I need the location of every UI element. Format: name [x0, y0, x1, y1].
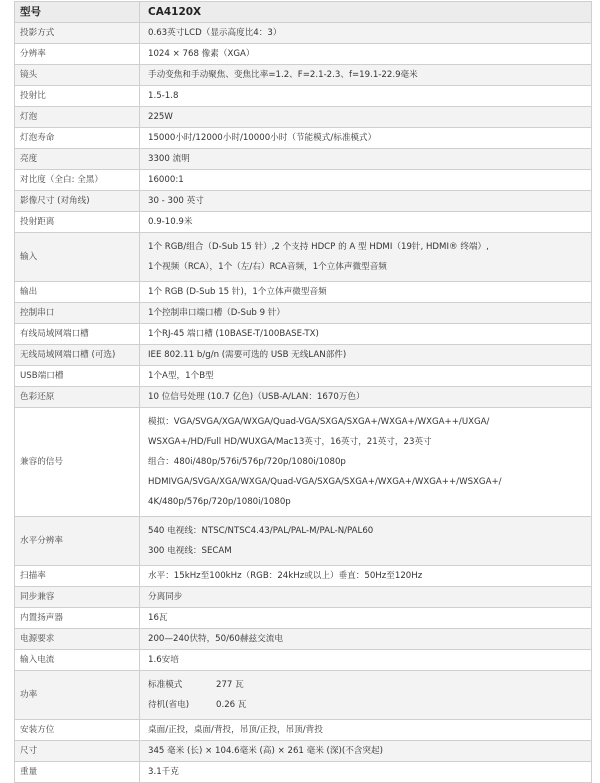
- spec-value-line: 540 电视线：NTSC/NTSC4.43/PAL/PAL-M/PAL-N/PAL60: [148, 526, 374, 536]
- spec-value-line: IEE 802.11 b/g/n (需要可选的 USB 无线LAN部件): [148, 350, 347, 360]
- spec-value: [140, 629, 592, 650]
- spec-value: [140, 408, 592, 517]
- table-row: [15, 608, 592, 629]
- spec-value: [140, 86, 592, 107]
- table-row: [15, 23, 592, 44]
- spec-label: 无线局域网端口槽 (可选): [15, 345, 140, 366]
- spec-value: [140, 671, 592, 720]
- spec-value-line: 水平：15kHz至100kHz（RGB：24kHz或以上）垂直：50Hz至120Hz: [148, 571, 423, 581]
- spec-value: [140, 233, 592, 282]
- spec-value: [140, 345, 592, 366]
- spec-label: 控制串口: [15, 303, 140, 324]
- table-row: [15, 587, 592, 608]
- spec-value: [140, 650, 592, 671]
- spec-value: [140, 387, 592, 408]
- spec-value-line: 3300 流明: [148, 154, 190, 164]
- spec-value-line: 1个 RGB/组合（D-Sub 15 针）,2 个支持 HDCP 的 A 型 HDMI（19针, HDMI® 终端）,: [148, 242, 489, 252]
- spec-value-line: 1个视频（RCA），1个（左/右）RCA音频，1个立体声微型音频: [148, 262, 387, 272]
- spec-label: 输出: [15, 282, 140, 303]
- spec-value: [140, 608, 592, 629]
- table-row: [15, 366, 592, 387]
- spec-label: 安装方位: [15, 720, 140, 741]
- header-label: 型号: [15, 2, 140, 23]
- table-row: [15, 387, 592, 408]
- spec-value: [140, 517, 592, 566]
- table-row: [15, 149, 592, 170]
- table-row: [15, 170, 592, 191]
- spec-value-line: 1个控制串口端口槽（D-Sub 9 针）: [148, 308, 286, 318]
- pair-key: 标准模式: [148, 680, 183, 690]
- table-row: [15, 65, 592, 86]
- spec-label: 投射比: [15, 86, 140, 107]
- spec-value: [140, 324, 592, 345]
- spec-label: 镜头: [15, 65, 140, 86]
- spec-value: [140, 65, 592, 86]
- spec-value-line: 1个 RGB (D-Sub 15 针)，1个立体声微型音频: [148, 287, 327, 297]
- table-row: [15, 86, 592, 107]
- table-row: [15, 629, 592, 650]
- spec-value-line: 1个A型，1个B型: [148, 371, 214, 381]
- spec-label: USB端口槽: [15, 366, 140, 387]
- table-row: [15, 408, 592, 517]
- spec-value: [140, 741, 592, 762]
- spec-value: [140, 44, 592, 65]
- spec-label: 影像尺寸 (对角线): [15, 191, 140, 212]
- spec-table: [14, 1, 592, 783]
- spec-value-line: WSXGA+/HD/Full HD/WUXGA/Mac13英寸，16英寸，21英寸，23英寸: [148, 437, 432, 447]
- spec-label: 投影方式: [15, 23, 140, 44]
- spec-value-line: HDMIVGA/SVGA/XGA/WXGA/Quad-VGA/SXGA/SXGA+/WXGA+/WXGA++/WSXGA+/: [148, 477, 502, 487]
- spec-value-line: 1024 × 768 像素（XGA）: [148, 49, 255, 59]
- spec-label: 灯泡: [15, 107, 140, 128]
- spec-value-line: 3.1千克: [148, 767, 179, 777]
- spec-label: 同步兼容: [15, 587, 140, 608]
- spec-label: 功率: [15, 671, 140, 720]
- spec-value: [140, 566, 592, 587]
- spec-label: 输入电流: [15, 650, 140, 671]
- spec-value: [140, 587, 592, 608]
- spec-value-line: 分离同步: [148, 592, 183, 602]
- table-row: [15, 191, 592, 212]
- spec-value-line: 345 毫米 (长) × 104.6毫米 (高) × 261 毫米 (深)(不含突起): [148, 746, 383, 756]
- spec-value-line: 225W: [148, 112, 173, 122]
- spec-value-line: 4K/480p/576p/720p/1080i/1080p: [148, 497, 291, 507]
- table-row: [15, 671, 592, 720]
- table-row: [15, 324, 592, 345]
- spec-label: 分辨率: [15, 44, 140, 65]
- spec-value-line: 0.63英寸LCD（显示高度比4：3）: [148, 28, 282, 38]
- spec-value-line: 0.9-10.9米: [148, 217, 193, 227]
- spec-label: 兼容的信号: [15, 408, 140, 517]
- spec-label: 输入: [15, 233, 140, 282]
- spec-value-line: 手动变焦和手动聚焦、变焦比率=1.2、F=2.1-2.3、f=19.1-22.9毫米: [148, 70, 418, 80]
- table-row: [15, 44, 592, 65]
- spec-value-line: 16000:1: [148, 175, 184, 185]
- spec-label: 重量: [15, 762, 140, 783]
- spec-value-pair: [148, 695, 586, 715]
- spec-value-line: 300 电视线：SECAM: [148, 546, 232, 556]
- spec-label: 灯泡寿命: [15, 128, 140, 149]
- pair-value: 277 瓦: [216, 680, 244, 690]
- table-row: [15, 650, 592, 671]
- table-row: [15, 741, 592, 762]
- spec-value-line: 组合：480i/480p/576i/576p/720p/1080i/1080p: [148, 457, 346, 467]
- table-row: [15, 720, 592, 741]
- spec-value-line: 10 位信号处理 (10.7 亿色)（USB-A/LAN：1670万色）: [148, 392, 365, 402]
- spec-label: 对比度（全白: 全黑）: [15, 170, 140, 191]
- table-row: [15, 107, 592, 128]
- spec-value-line: 30 - 300 英寸: [148, 196, 204, 206]
- spec-label: 水平分辨率: [15, 517, 140, 566]
- table-row: [15, 128, 592, 149]
- pair-value: 0.26 瓦: [216, 700, 247, 710]
- table-row: [15, 212, 592, 233]
- spec-value-line: 1个RJ-45 端口槽 (10BASE-T/100BASE-TX): [148, 329, 319, 339]
- spec-value: [140, 149, 592, 170]
- spec-value: [140, 191, 592, 212]
- spec-value: [140, 762, 592, 783]
- spec-value: [140, 366, 592, 387]
- table-row: [15, 517, 592, 566]
- table-header-row: [15, 2, 592, 23]
- table-row: [15, 303, 592, 324]
- spec-value: [140, 23, 592, 44]
- table-row: [15, 345, 592, 366]
- spec-value: [140, 128, 592, 149]
- table-row: [15, 282, 592, 303]
- spec-label: 色彩还原: [15, 387, 140, 408]
- spec-label: 亮度: [15, 149, 140, 170]
- spec-value-line: 15000小时/12000小时/10000小时（节能模式/标准模式）: [148, 133, 377, 143]
- spec-label: 尺寸: [15, 741, 140, 762]
- spec-label: 电源要求: [15, 629, 140, 650]
- spec-label: 投射距离: [15, 212, 140, 233]
- spec-value-line: 16瓦: [148, 613, 168, 623]
- model-number: CA4120X: [140, 2, 592, 23]
- spec-label: 有线局域网端口槽: [15, 324, 140, 345]
- spec-value-line: 桌面/正投，桌面/背投，吊顶/正投，吊顶/背投: [148, 725, 323, 735]
- spec-value-line: 模拟：VGA/SVGA/XGA/WXGA/Quad-VGA/SXGA/SXGA+/WXGA+/WXGA++/UXGA/: [148, 417, 490, 427]
- spec-value-line: 1.5-1.8: [148, 91, 179, 101]
- spec-value: [140, 107, 592, 128]
- spec-value: [140, 212, 592, 233]
- table-row: [15, 762, 592, 783]
- spec-value-line: 200—240伏特，50/60赫兹交流电: [148, 634, 283, 644]
- table-row: [15, 566, 592, 587]
- spec-value: [140, 303, 592, 324]
- spec-label: 扫描率: [15, 566, 140, 587]
- spec-value: [140, 282, 592, 303]
- pair-key: 待机(省电): [148, 700, 190, 710]
- spec-value: [140, 720, 592, 741]
- table-row: [15, 233, 592, 282]
- spec-value: [140, 170, 592, 191]
- spec-label: 内置扬声器: [15, 608, 140, 629]
- spec-value-pair: [148, 675, 586, 695]
- spec-value-line: 1.6安培: [148, 655, 179, 665]
